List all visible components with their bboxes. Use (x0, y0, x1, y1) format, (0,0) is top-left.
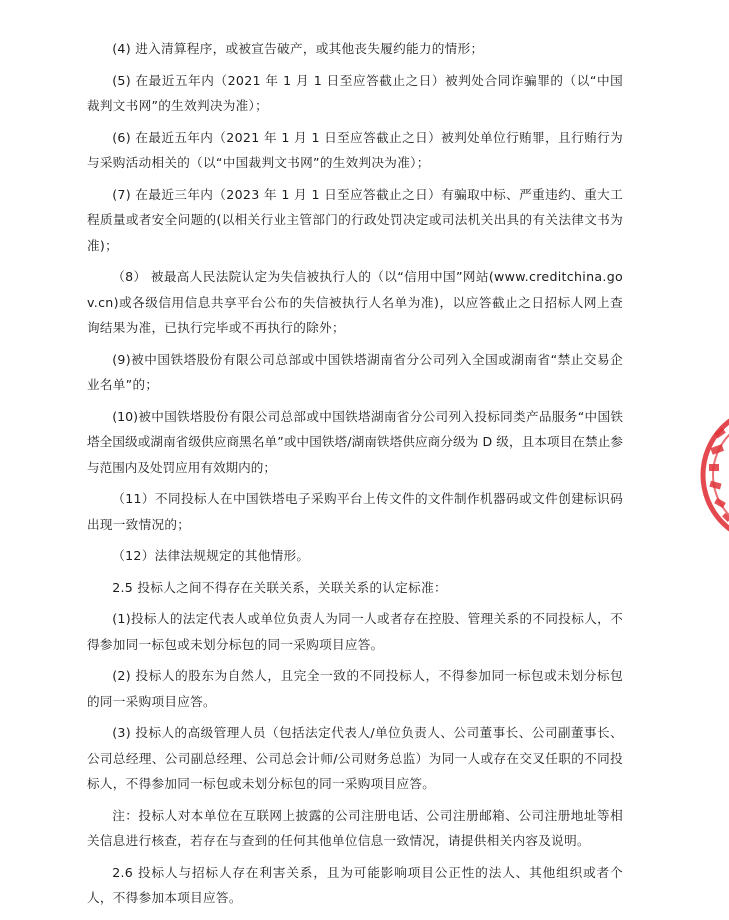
clause-10: (10)被中国铁塔股份有限公司总部或中国铁塔湖南省分公司列入投标同类产品服务“中国铁塔全国级或湖南省级供应商黑名单”或中国铁塔/湖南铁塔供应商分级为 D 级，且本项目在禁止参与范围内及处罚应用有效期内的； (87, 408, 623, 475)
clause-8: （8） 被最高人民法院认定为失信被执行人的（以“信用中国”网站(www.creditchina.gov.cn)或各级信用信息共享平台公布的失信被执行人名单为准)，以应答截止之日招标人网上查询结果为准，已执行完毕或不再执行的除外； (87, 269, 623, 335)
related-party-rule-1: (1)投标人的法定代表人或单位负责人为同一人或者存在控股、管理关系的不同投标人，不得参加同一标包或未划分标包的同一采购项目应答。 (87, 611, 623, 652)
clause-12: （12）法律法规规定的其他情形。 (112, 548, 310, 563)
clause-11: （11）不同投标人在中国铁塔电子采购平台上传文件的文件制作机器码或文件创建标识码出现一致情况的； (87, 491, 623, 532)
section-2-5-heading: 2.5 投标人之间不得存在关联关系，关联关系的认定标准： (112, 579, 447, 595)
clause-9: (9)被中国铁塔股份有限公司总部或中国铁塔湖南省分公司列入全国或湖南省“禁止交易企业名单”的； (87, 351, 623, 392)
section-2-6: 2.6 投标人与招标人存在利害关系，且为可能影响项目公正性的法人、其他组织或者个人，不得参加本项目应答。 (87, 864, 623, 905)
clause-5: (5) 在最近五年内（2021 年 1 月 1 日至应答截止之日）被判处合同诈骗罪的（以“中国裁判文书网”的生效判决为准）； (87, 72, 623, 113)
clause-7: (7) 在最近三年内（2023 年 1 月 1 日至应答截止之日）有骗取中标、严重违约、重大工程质量或者安全问题的(以相关行业主管部门的行政处罚决定或司法机关出具的有关法律文书为准)； (87, 186, 623, 253)
clause-6: (6) 在最近五年内（2021 年 1 月 1 日至应答截止之日）被判处单位行贿罪，且行贿行为与采购活动相关的（以“中国裁判文书网”的生效判决为准）； (87, 129, 623, 170)
related-party-rule-2: (2) 投标人的股东为自然人，且完全一致的不同投标人，不得参加同一标包或未划分标包的同一采购项目应答。 (87, 668, 623, 709)
seal-ring (703, 407, 729, 543)
note-paragraph: 注：投标人对本单位在互联网上披露的公司注册电话、公司注册邮箱、公司注册地址等相关信息进行核查，若存在与查到的任何其他单位信息一致情况，请提供相关内容及说明。 (87, 807, 623, 848)
related-party-rule-3: (3) 投标人的高级管理人员（包括法定代表人/单位负责人、公司董事长、公司副董事长、公司总经理、公司副总经理、公司总会计师/公司财务总监）为同一人或存在交叉任职的不同投标人，不得参加同一标包或未划分标包的同一采购项目应答。 (87, 725, 623, 791)
document-body (87, 36, 623, 917)
clause-4: (4) 进入清算程序，或被宣告破产，或其他丧失履约能力的情形； (112, 41, 484, 56)
seal-marks (709, 428, 729, 522)
red-seal-stamp-icon (697, 400, 729, 550)
